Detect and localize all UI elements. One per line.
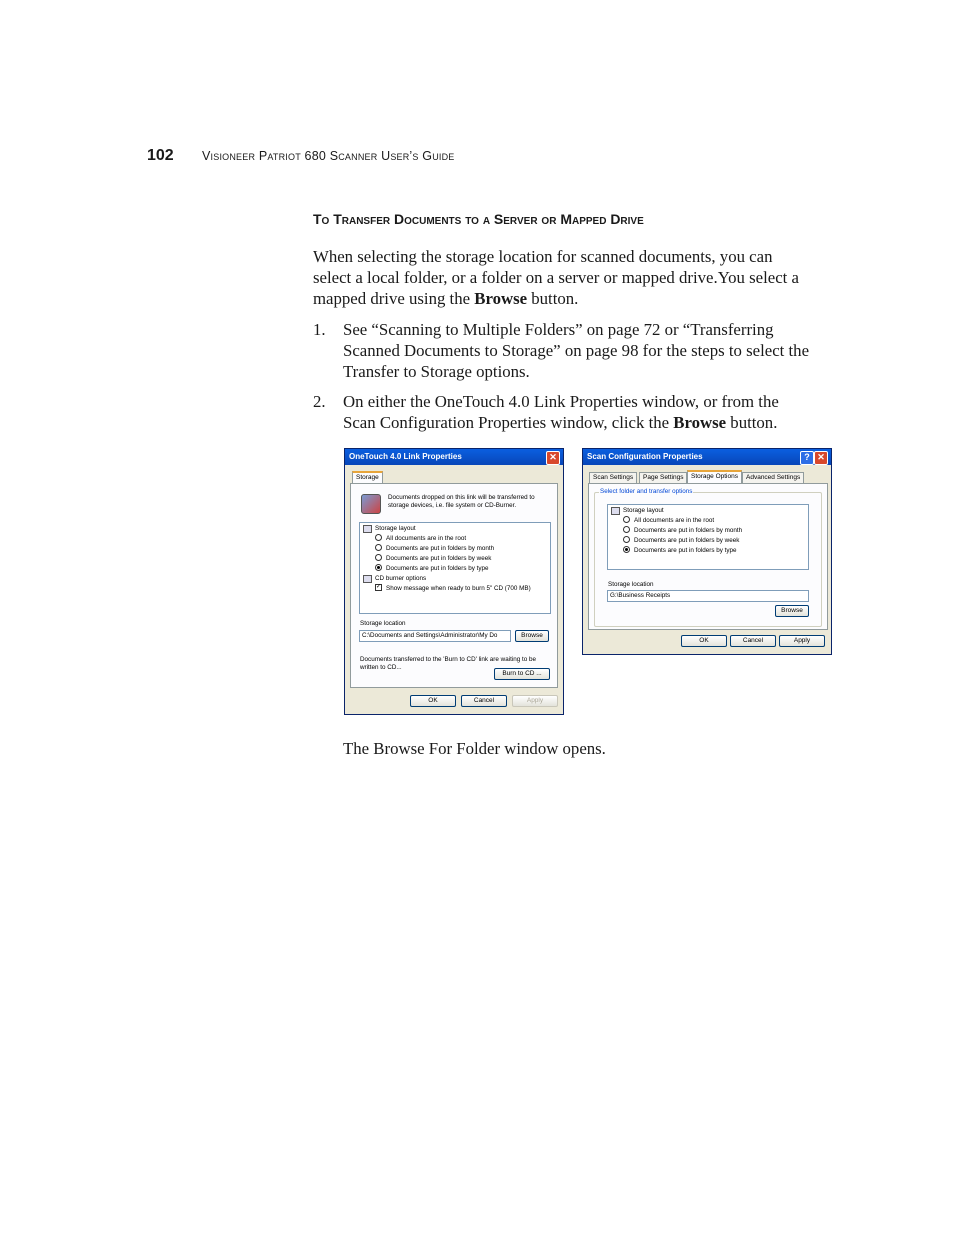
radio-icon	[375, 534, 382, 541]
option-root[interactable]: All documents are in the root	[623, 517, 714, 524]
cd-options-label: CD burner options	[375, 575, 427, 582]
radio-selected-icon	[375, 564, 382, 571]
step-text: On either the OneTouch 4.0 Link Properties window, or from the Scan Configuration Properties window, click the Browse button.	[343, 392, 779, 432]
burn-to-cd-button[interactable]: Burn to CD ...	[494, 668, 550, 680]
checkbox-checked-icon: ✓	[376, 584, 382, 590]
radio-selected-icon	[623, 546, 630, 553]
help-icon[interactable]: ?	[800, 451, 814, 465]
folder-tree-icon	[611, 507, 620, 515]
storage-location-input[interactable]: G:\Business Receipts	[607, 590, 809, 602]
dialog-titlebar	[583, 449, 831, 465]
intro-paragraph	[313, 246, 813, 309]
description-line: storage devices, i.e. file system or CD-Burner.	[388, 502, 517, 509]
storage-layout-label: Storage layout	[623, 507, 664, 514]
cd-message-checkbox[interactable]: ✓ Show message when ready to burn 5" CD (700 MB)	[376, 584, 531, 593]
step-number: 1.	[313, 320, 326, 339]
option-month[interactable]: Documents are put in folders by month	[623, 527, 742, 534]
option-month[interactable]: Documents are put in folders by month	[375, 545, 494, 552]
storage-layout-label: Storage layout	[375, 525, 416, 532]
radio-icon	[623, 526, 630, 533]
storage-location-label: Storage location	[360, 620, 406, 627]
storage-layout-tree	[359, 522, 551, 614]
storage-location-input[interactable]: C:\Documents and Settings\Administrator\My Do	[359, 630, 511, 642]
dialog-title: Scan Configuration Properties	[587, 452, 703, 461]
radio-icon	[623, 516, 630, 523]
radio-icon	[375, 554, 382, 561]
tab-page-settings[interactable]: Page Settings	[639, 472, 687, 483]
browse-button[interactable]: Browse	[515, 630, 549, 642]
option-type[interactable]: Documents are put in folders by type	[623, 547, 737, 554]
scan-configuration-dialog	[582, 448, 832, 655]
group-label: Select folder and transfer options	[600, 488, 693, 495]
running-title: Visioneer Patriot 680 Scanner User’s Guide	[202, 149, 455, 163]
cancel-button[interactable]: Cancel	[461, 695, 507, 707]
section-title: To Transfer Documents to a Server or Mapped Drive	[313, 211, 644, 227]
dialog-titlebar	[345, 449, 563, 465]
close-icon[interactable]: ✕	[814, 451, 828, 465]
folder-tree-icon	[363, 525, 372, 533]
description-line: Documents dropped on this link will be transferred to	[388, 494, 535, 501]
step-number: 2.	[313, 392, 326, 411]
page-header	[147, 147, 455, 165]
tab-storage[interactable]: Storage	[352, 471, 383, 484]
option-type[interactable]: Documents are put in folders by type	[375, 565, 489, 572]
burn-note-line: Documents transferred to the 'Burn to CD' link are waiting to be	[360, 656, 537, 663]
storage-layout-tree	[607, 504, 809, 570]
close-icon[interactable]: ✕	[546, 451, 560, 465]
burn-note-line: written to CD...	[360, 664, 402, 671]
radio-icon	[375, 544, 382, 551]
apply-button[interactable]: Apply	[512, 695, 558, 707]
onetouch-properties-dialog	[344, 448, 564, 715]
intro-text: When selecting the storage location for scanned documents, you can select a local folder, or a folder on a server or mapped drive.You select a mapped drive using the	[313, 247, 799, 308]
ok-button[interactable]: OK	[410, 695, 456, 707]
cd-burner-icon	[363, 575, 372, 583]
intro-text-end: button.	[527, 289, 579, 308]
option-week[interactable]: Documents are put in folders by week	[623, 537, 739, 544]
tab-scan-settings[interactable]: Scan Settings	[589, 472, 637, 483]
storage-location-label: Storage location	[608, 581, 654, 588]
tab-storage-options[interactable]: Storage Options	[687, 470, 742, 483]
option-root[interactable]: All documents are in the root	[375, 535, 466, 542]
cancel-button[interactable]: Cancel	[730, 635, 776, 647]
apply-button[interactable]: Apply	[779, 635, 825, 647]
tab-panel	[588, 483, 828, 630]
intro-bold: Browse	[474, 289, 528, 308]
option-week[interactable]: Documents are put in folders by week	[375, 555, 491, 562]
radio-icon	[623, 536, 630, 543]
ok-button[interactable]: OK	[681, 635, 727, 647]
step-text: See “Scanning to Multiple Folders” on page 72 or “Transferring Scanned Documents to Storage” on page 98 for the steps to select the Transfer to Storage options.	[343, 320, 810, 381]
result-text: The Browse For Folder window opens.	[343, 739, 606, 758]
storage-icon	[361, 494, 381, 514]
browse-button[interactable]: Browse	[775, 605, 809, 617]
tab-advanced-settings[interactable]: Advanced Settings	[742, 472, 804, 483]
dialog-title: OneTouch 4.0 Link Properties	[349, 452, 462, 461]
page-number: 102	[147, 147, 174, 164]
tab-panel	[350, 483, 558, 688]
